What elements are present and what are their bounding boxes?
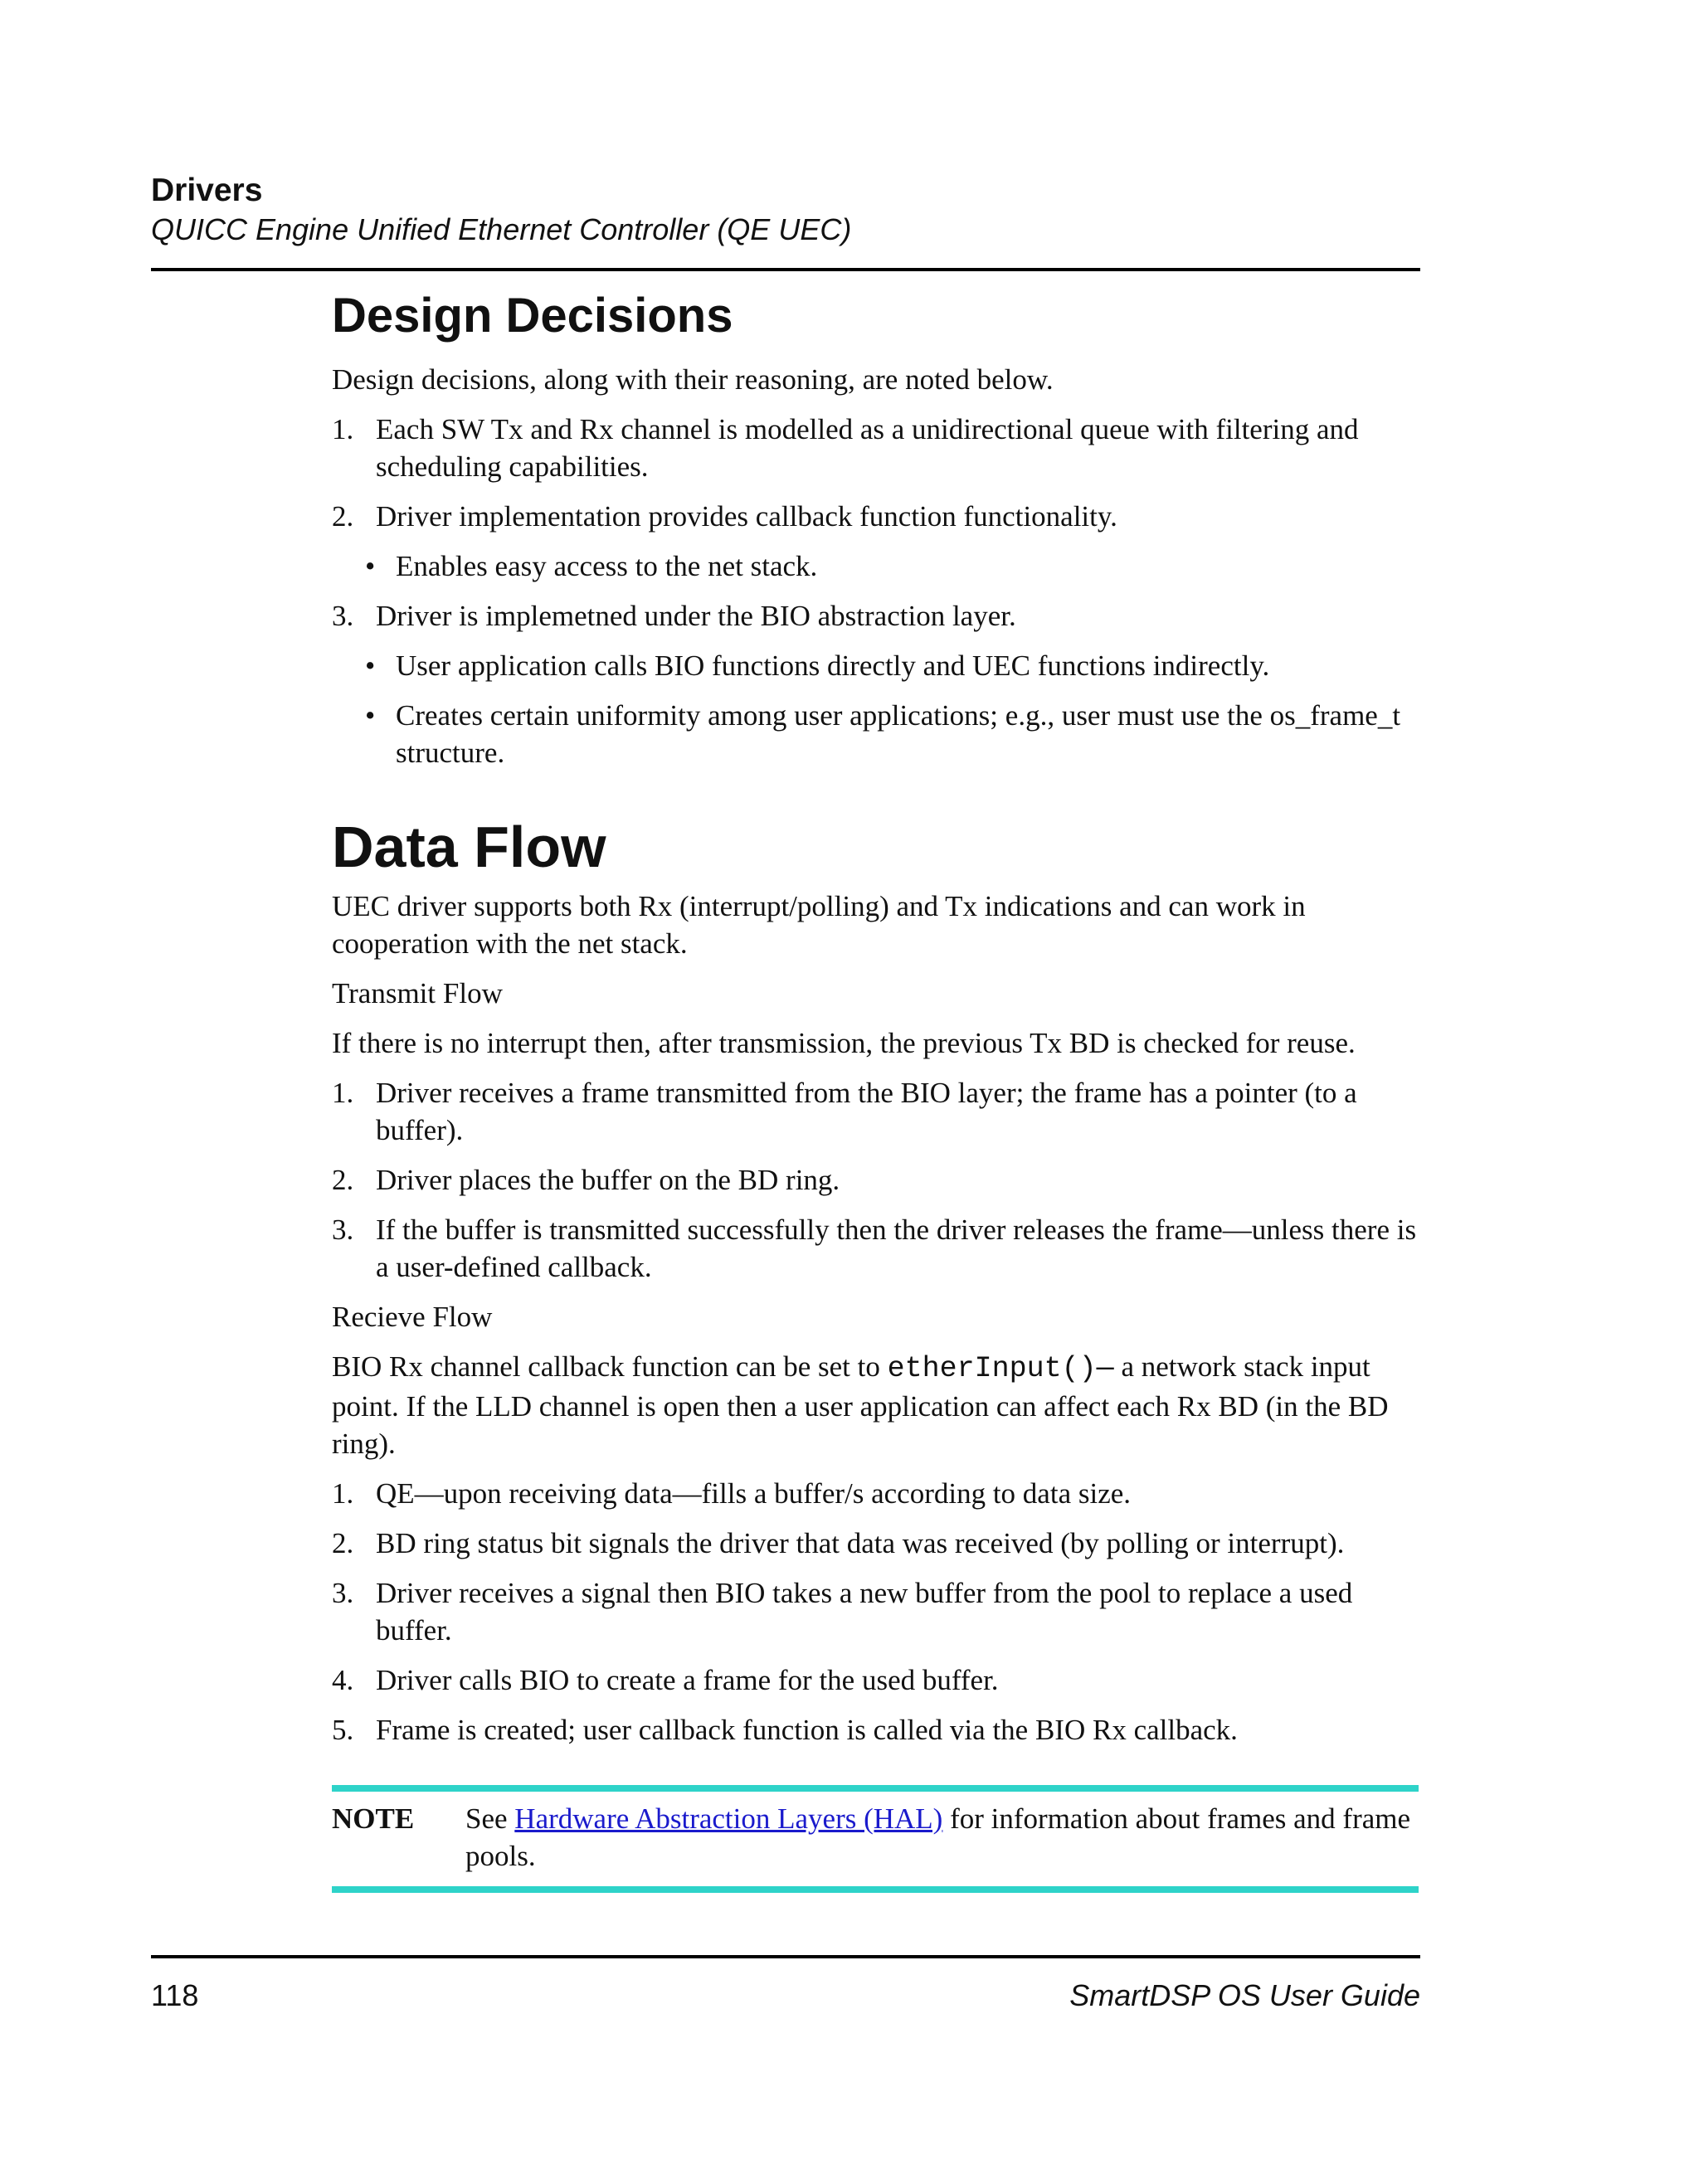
list-item-text: Frame is created; user callback function is called via the BIO Rx callback. xyxy=(376,1714,1238,1746)
bullet-icon: • xyxy=(365,550,376,582)
hal-link[interactable]: Hardware Abstraction Layers (HAL) xyxy=(514,1802,943,1835)
transmit-step-3 xyxy=(332,1211,1419,1286)
guide-title: SmartDSP OS User Guide xyxy=(1069,1978,1420,2012)
list-item-text: Driver places the buffer on the BD ring. xyxy=(376,1164,840,1196)
transmit-flow-title: Transmit Flow xyxy=(332,977,503,1009)
footer-rule xyxy=(151,1955,1420,1958)
design-intro: Design decisions, along with their reasoning, are noted below. xyxy=(332,363,1054,396)
transmit-step-1 xyxy=(332,1074,1419,1149)
list-number: 3. xyxy=(332,1214,354,1246)
design-item-3 xyxy=(332,597,1419,635)
header-rule xyxy=(151,268,1420,271)
list-item-text: Driver is implemetned under the BIO abstraction layer. xyxy=(376,600,1016,632)
receive-step-1 xyxy=(332,1475,1419,1512)
bullet-icon: • xyxy=(365,649,376,682)
list-item-text: BD ring status bit signals the driver that data was received (by polling or interrupt). xyxy=(376,1527,1345,1559)
design-sub-bullets-3 xyxy=(365,647,1419,771)
note-text-after: for information about frames and frame pools. xyxy=(465,1802,1411,1872)
receive-step-2 xyxy=(332,1525,1419,1562)
data-flow-heading: Data Flow xyxy=(332,815,606,879)
list-number: 2. xyxy=(332,1527,354,1559)
dataflow-intro: UEC driver supports both Rx (interrupt/polling) and Tx indications and can work in cooperation with the net stack. xyxy=(332,890,1306,960)
receive-flow-intro xyxy=(332,1348,1419,1462)
list-item-text: Each SW Tx and Rx channel is modelled as a unidirectional queue with filtering and scheduling capabilities. xyxy=(376,413,1359,483)
transmit-flow-intro: If there is no interrupt then, after transmission, the previous Tx BD is checked for reuse. xyxy=(332,1027,1356,1059)
design-decisions-heading: Design Decisions xyxy=(332,289,733,343)
bullet-text: Enables easy access to the net stack. xyxy=(396,550,818,582)
receive-intro-after: a network stack input point. If the LLD channel is open then a user application can affect each Rx BD (in the BD ring). xyxy=(332,1350,1389,1460)
transmit-steps xyxy=(332,1074,1419,1286)
running-header xyxy=(151,171,1420,249)
note-box xyxy=(332,1785,1419,1893)
list-item-text: Driver calls BIO to create a frame for the used buffer. xyxy=(376,1664,999,1696)
list-item-text: If the buffer is transmitted successfully then the driver releases the frame—unless there is a user-defined callback. xyxy=(376,1214,1417,1283)
design-list-cont xyxy=(332,597,1419,635)
design-sub-bullets-1 xyxy=(365,547,1419,585)
design-list xyxy=(332,411,1419,535)
receive-flow-title: Recieve Flow xyxy=(332,1301,493,1333)
list-number: 3. xyxy=(332,1577,354,1609)
bullet-item xyxy=(365,647,1419,684)
bullet-item xyxy=(365,697,1419,771)
receive-intro-before: BIO Rx channel callback function can be set to xyxy=(332,1350,888,1383)
list-item-text: Driver receives a frame transmitted from the BIO layer; the frame has a pointer (to a buffer). xyxy=(376,1077,1357,1146)
list-item-text: Driver implementation provides callback function functionality. xyxy=(376,500,1117,533)
bullet-text: User application calls BIO functions directly and UEC functions indirectly. xyxy=(396,649,1270,682)
receive-step-3 xyxy=(332,1574,1419,1649)
list-item-text: Driver receives a signal then BIO takes a new buffer from the pool to replace a used buffer. xyxy=(376,1577,1353,1647)
design-item-2 xyxy=(332,498,1419,535)
list-number: 1. xyxy=(332,413,354,445)
list-number: 3. xyxy=(332,600,354,632)
list-number: 5. xyxy=(332,1714,354,1746)
bullet-item xyxy=(365,547,1419,585)
page-number: 118 xyxy=(151,1978,199,2012)
list-number: 2. xyxy=(332,500,354,533)
list-number: 1. xyxy=(332,1477,354,1510)
ether-input-code: etherInput()— xyxy=(887,1352,1114,1385)
receive-steps xyxy=(332,1475,1419,1749)
list-item-text: QE—upon receiving data—fills a buffer/s according to data size. xyxy=(376,1477,1132,1510)
page-content xyxy=(332,286,1419,1893)
note-text-before: See xyxy=(465,1802,515,1835)
bullet-icon: • xyxy=(365,699,376,732)
receive-step-5 xyxy=(332,1711,1419,1749)
receive-step-4 xyxy=(332,1661,1419,1699)
note-label: NOTE xyxy=(332,1802,415,1835)
design-item-1 xyxy=(332,411,1419,485)
transmit-step-2 xyxy=(332,1161,1419,1199)
list-number: 4. xyxy=(332,1664,354,1696)
list-number: 2. xyxy=(332,1164,354,1196)
note-text xyxy=(465,1800,1419,1875)
list-number: 1. xyxy=(332,1077,354,1109)
header-subtitle: QUICC Engine Unified Ethernet Controller (QE UEC) xyxy=(151,212,852,246)
bullet-text: Creates certain uniformity among user applications; e.g., user must use the os_frame_t structure. xyxy=(396,699,1401,769)
header-section-title: Drivers xyxy=(151,173,263,208)
